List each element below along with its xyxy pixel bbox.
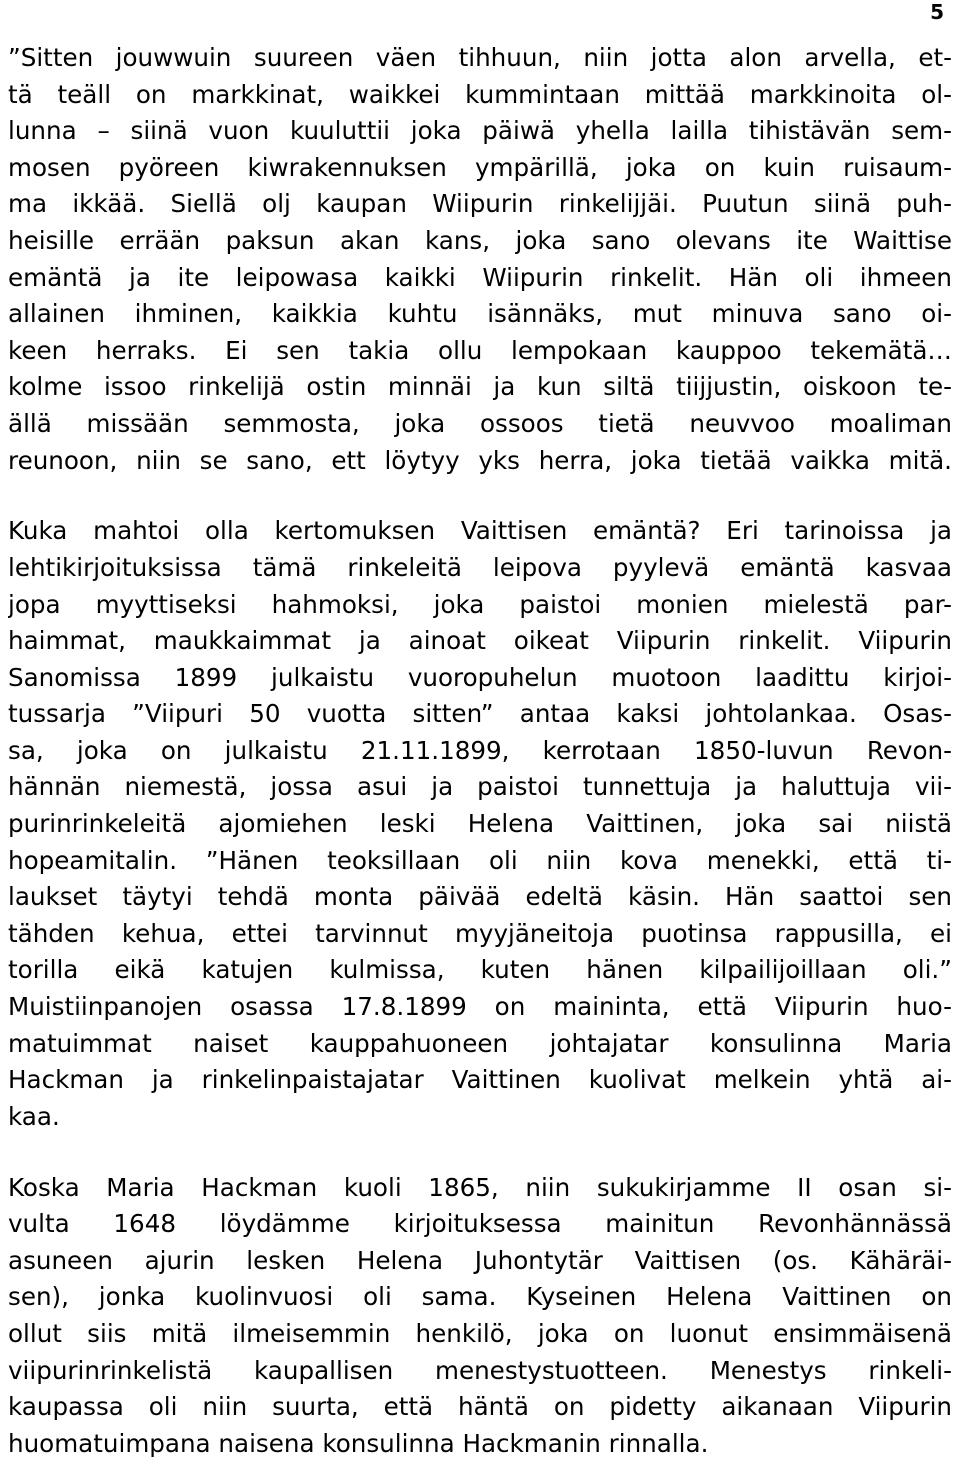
text-line: haimmat, maukkaimmat ja ainoat oikeat Viipurin rinkelit. Viipurin — [8, 626, 952, 656]
quote-paragraph — [8, 40, 952, 479]
text-line: Koska Maria Hackman kuoli 1865, niin sukukirjamme II osan si- — [8, 1172, 952, 1202]
text-line: sa, joka on julkaistu 21.11.1899, kerrotaan 1850-luvun Revon- — [8, 735, 952, 765]
text-line: lehtikirjoituksissa tämä rinkeleitä leipova pyylevä emäntä kasvaa — [8, 552, 952, 582]
text-line: ollut siis mitä ilmeisemmin henkilö, joka on luonut ensimmäisenä — [8, 1318, 952, 1348]
paragraph-gap — [8, 1135, 952, 1169]
text-line: reunoon, niin se sano, ett löytyy yks herra, joka tietää vaikka mitä. — [8, 445, 952, 475]
text-line: ”Sitten jouwwuin suureen väen tihhuun, niin jotta alon arvella, et- — [8, 43, 952, 72]
body-paragraph — [8, 513, 952, 1135]
text-line: allainen ihminen, kaikkia kuhtu isännäks, mut minuva sano oi- — [8, 299, 952, 329]
text-line: ällä missään semmosta, joka ossoos tietä neuvvoo moaliman — [8, 408, 952, 438]
text-line: emäntä ja ite leipowasa kaikki Wiipurin rinkelit. Hän oli ihmeen — [8, 262, 952, 292]
text-line: matuimmat naiset kauppahuoneen johtajatar konsulinna Maria — [8, 1028, 952, 1058]
text-line: tä teäll on markkinat, waikkei kummintaan mittää markkinoita ol- — [8, 79, 952, 109]
paragraph-gap — [8, 479, 952, 513]
text-line: Kuka mahtoi olla kertomuksen Vaittisen emäntä? Eri tarinoissa ja — [8, 516, 952, 546]
text-line: lunna – siinä vuon kuuluttii joka päiwä yhella lailla tihistävän sem- — [8, 116, 952, 146]
text-line: keen herraks. Ei sen takia ollu lempokaan kauppoo tekemätä… — [8, 335, 952, 365]
text-line: laukset täytyi tehdä monta päivää edeltä käsin. Hän saattoi sen — [8, 882, 952, 912]
text-line: kaupassa oli niin suurta, että häntä on pidetty aikanaan Viipurin — [8, 1392, 952, 1422]
text-line: jopa myyttiseksi hahmoksi, joka paistoi monien mielestä par- — [8, 589, 952, 619]
text-line: Sanomissa 1899 julkaistu vuoropuhelun muotoon laadittu kirjoi- — [8, 662, 952, 692]
body-text — [8, 40, 952, 1462]
text-line: hopeamitalin. ”Hänen teoksillaan oli niin kova menekki, että ti- — [8, 845, 952, 875]
text-line: kolme issoo rinkelijä ostin minnäi ja kun siltä tiijjustin, oiskoon te- — [8, 372, 952, 402]
page-number: 5 — [930, 0, 944, 24]
text-line: tähden kehua, ettei tarvinnut myyjäneitoja puotinsa rappusilla, ei — [8, 918, 952, 948]
text-line: Muistiinpanojen osassa 17.8.1899 on maininta, että Viipurin huo- — [8, 992, 952, 1022]
text-line: sen), jonka kuolinvuosi oli sama. Kyseinen Helena Vaittinen on — [8, 1282, 952, 1312]
text-line: tussarja ”Viipuri 50 vuotta sitten” antaa kaksi johtolankaa. Osas- — [8, 699, 952, 729]
text-line: vulta 1648 löydämme kirjoituksessa mainitun Revonhännässä — [8, 1209, 952, 1239]
text-line: asuneen ajurin lesken Helena Juhontytär Vaittisen (os. Kähäräi- — [8, 1245, 952, 1275]
text-line: ma ikkää. Siellä olj kaupan Wiipurin rinkelijjäi. Puutun siinä puh- — [8, 189, 952, 219]
text-line: Hackman ja rinkelinpaistajatar Vaittinen kuolivat melkein yhtä ai- — [8, 1065, 952, 1095]
text-line: mosen pyöreen kiwrakennuksen ympärillä, joka on kuin ruisaum- — [8, 152, 952, 182]
text-line: torilla eikä katujen kulmissa, kuten hänen kilpailijoillaan oli.” — [8, 955, 952, 985]
text-line: hännän niemestä, jossa asui ja paistoi tunnettuja ja haluttuja vii- — [8, 772, 952, 802]
text-line: huomatuimpana naisena konsulinna Hackmanin rinnalla. — [8, 1428, 709, 1458]
text-line: purinrinkeleitä ajomiehen leski Helena Vaittinen, joka sai niistä — [8, 809, 952, 839]
text-line: kaa. — [8, 1101, 60, 1131]
text-line: heisille errään paksun akan kans, joka sano olevans ite Waittise — [8, 225, 952, 255]
body-paragraph — [8, 1170, 952, 1462]
text-line: viipurinrinkelistä kaupallisen menestystuotteen. Menestys rinkeli- — [8, 1355, 952, 1385]
